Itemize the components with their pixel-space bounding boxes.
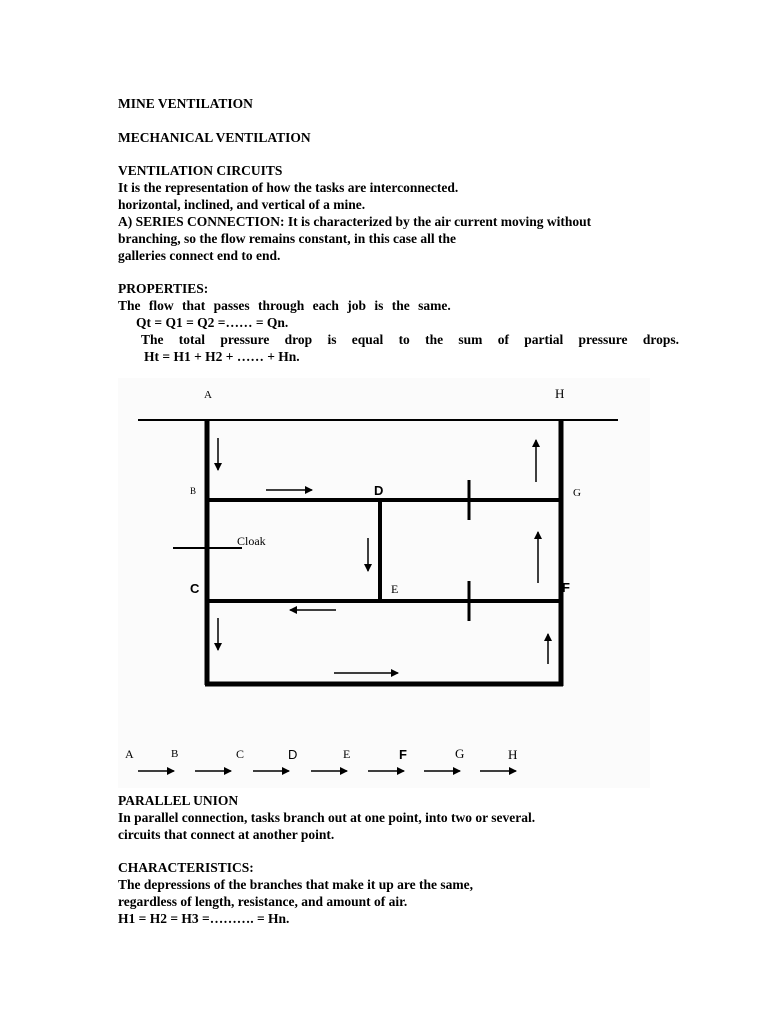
sequence-label: C	[236, 747, 245, 761]
sequence-label: F	[399, 747, 407, 762]
property-formula: Ht = H1 + H2 + …… + Hn.	[144, 349, 300, 364]
sequence-label: D	[288, 747, 298, 762]
sequence-label: H	[508, 747, 518, 762]
node-label-c: C	[190, 581, 200, 596]
sequence-label: G	[455, 746, 465, 761]
node-label-h: H	[555, 386, 565, 401]
node-label-f: F	[562, 580, 570, 595]
heading-mine-ventilation: MINE VENTILATION	[118, 96, 253, 111]
node-label-b: B	[190, 486, 197, 496]
characteristics-line: regardless of length, resistance, and amount of air.	[118, 894, 408, 909]
cloak-label: Cloak	[237, 534, 266, 548]
series-connection-diagram	[118, 378, 658, 788]
sequence-label: B	[171, 748, 179, 760]
heading-parallel-union: PARALLEL UNION	[118, 793, 239, 808]
circuits-line: galleries connect end to end.	[118, 248, 281, 263]
sequence-label: E	[343, 747, 351, 761]
heading-mechanical-ventilation: MECHANICAL VENTILATION	[118, 130, 311, 145]
circuits-line: It is the representation of how the tasks are interconnected.	[118, 180, 459, 195]
circuits-line: A) SERIES CONNECTION: It is characterized by the air current moving without	[118, 214, 592, 229]
sequence-label: A	[125, 747, 134, 761]
node-label-d: D	[374, 483, 384, 498]
heading-ventilation-circuits: VENTILATION CIRCUITS	[118, 163, 283, 178]
characteristics-formula: H1 = H2 = H3 =………. = Hn.	[118, 911, 290, 926]
characteristics-line: The depressions of the branches that make it up are the same,	[118, 877, 474, 892]
heading-characteristics: CHARACTERISTICS:	[118, 860, 254, 875]
parallel-line: circuits that connect at another point.	[118, 827, 335, 842]
heading-properties: PROPERTIES:	[118, 281, 209, 296]
property-formula: Qt = Q1 = Q2 =…… = Qn.	[136, 315, 289, 330]
property-line: The flow that passes through each job is the same.	[118, 298, 451, 313]
node-label-e: E	[391, 582, 399, 596]
property-line: The total pressure drop is equal to the sum of partial pressure drops.	[141, 332, 679, 347]
node-label-a: A	[204, 389, 212, 401]
node-label-g: G	[573, 487, 581, 499]
circuits-line: branching, so the flow remains constant, in this case all the	[118, 231, 457, 246]
circuits-line: horizontal, inclined, and vertical of a mine.	[118, 197, 366, 212]
parallel-line: In parallel connection, tasks branch out at one point, into two or several.	[118, 810, 536, 825]
